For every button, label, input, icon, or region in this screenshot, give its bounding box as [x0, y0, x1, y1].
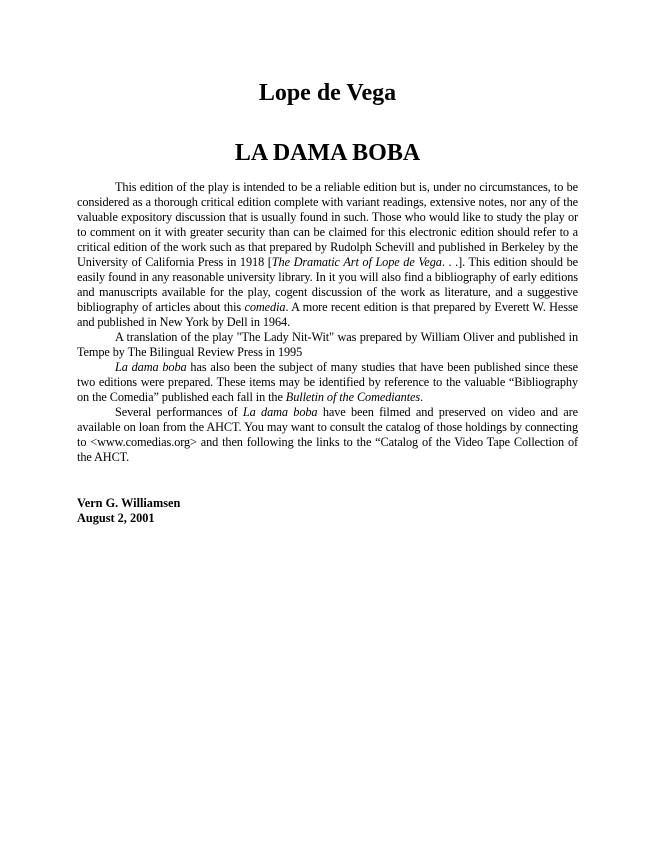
paragraph-text: has also been the subject of many studies that have been published since these two editions were prepared. These items may be identified by reference to the valuable “Bibliography on the Comedia” published each fall in the [77, 360, 578, 404]
introduction-text [77, 180, 578, 465]
paragraph-text: A translation of the play "The Lady Nit-Wit" was prepared by William Oliver and published in Tempe by The Bilingual Review Press in 1995 [77, 330, 578, 359]
italic-term: comedia [244, 300, 286, 314]
paragraph-text: have been filmed and preserved on video and are available on loan from the AHCT. You may want to consult the catalog of those holdings by connecting to <www.comedias.org> and then following the links to the “Catalog of the Video Tape Collection of the AHCT. [77, 405, 579, 464]
paragraph-text: This edition of the play is intended to be a reliable edition but is, under no circumstances, to be considered as a thorough critical edition complete with variant readings, extensive notes, nor any of the valuable expository discussion that is usually found in such. Those who would like to study the play or to comment on it with greater security than can be claimed for this electronic edition should refer to a critical edition of the work such as that prepared by Rudolph Schevill and published in Berkeley by the University of California Press in 1918 [ [77, 180, 578, 269]
paragraph-critical-editions [77, 180, 578, 330]
signature-date: August 2, 2001 [77, 511, 155, 525]
paragraph-text: . . .]. This edition should be easily found in any reasonable university library. In it you will also find a bibliography of early editions and manuscripts available for the play, cogent discussion of the work as literature, and a suggestive bibliography of articles about this [77, 255, 578, 314]
paragraph-text: . [420, 390, 424, 404]
play-title-heading: LA DAMA BOBA [234, 140, 421, 166]
italic-book-title: The Dramatic Art of Lope de Vega [271, 255, 442, 269]
italic-play-title: La dama boba [115, 360, 187, 374]
signature-block [77, 496, 180, 526]
paragraph-performances [77, 405, 578, 465]
italic-journal-title: Bulletin of the Comediantes [285, 390, 421, 404]
paragraph-studies [77, 360, 578, 405]
paragraph-text: . A more recent edition is that prepared by Everett W. Hesse and published in New York by Dell in 1964. [77, 300, 578, 329]
author-heading: Lope de Vega [258, 80, 397, 106]
paragraph-text: Several performances of [115, 405, 243, 419]
paragraph-translation [77, 330, 578, 360]
signature-name: Vern G. Williamsen [77, 496, 181, 510]
italic-play-title: La dama boba [242, 405, 318, 419]
